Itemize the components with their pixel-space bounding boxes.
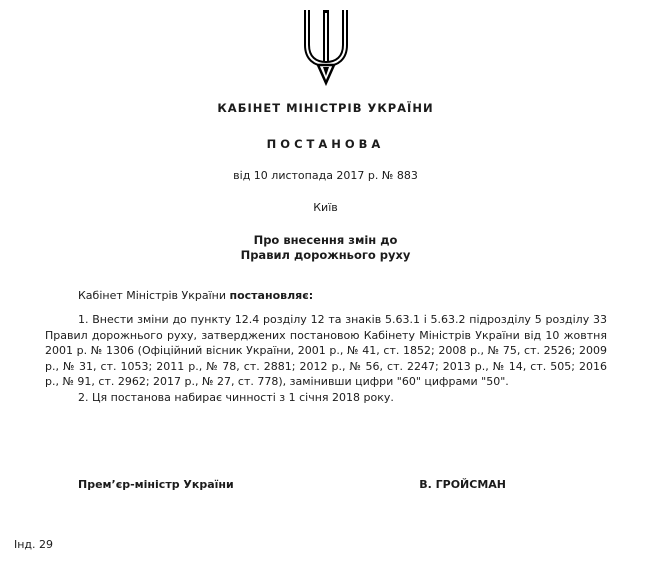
index-number: Інд. 29 <box>14 538 54 551</box>
doc-type-heading: ПОСТАНОВА <box>266 137 385 151</box>
doc-title-line1: Про внесення змін до <box>253 233 398 247</box>
doc-title <box>0 233 651 263</box>
signature-name: В. ГРОЙСМАН <box>419 478 506 491</box>
doc-date-number: від 10 листопада 2017 р. № 883 <box>233 169 418 182</box>
signature-row <box>45 478 606 491</box>
ukraine-trident-emblem <box>300 6 352 86</box>
intro-bold-text: постановляє: <box>229 289 314 302</box>
org-name: КАБІНЕТ МІНІСТРІВ УКРАЇНИ <box>217 101 434 115</box>
paragraph-2: 2. Ця постанова набирає чинності з 1 січня 2018 року. <box>78 391 394 404</box>
doc-city: Київ <box>313 201 338 214</box>
paragraph-1: 1. Внести зміни до пункту 12.4 розділу 12 та знаків 5.63.1 і 5.63.2 підрозділу 5 розділу 33 Правил дорожнього руху, затверджених постановою Кабінету Міністрів України від 10 жовтня 2001 р. № 1306 (Офіційний вісник України, 2001 р., № 41, ст. 1852; 2008 р., № 75, ст. 2526; 2009 р., № 31, ст. 1053; 2011 р., № 78, ст. 2881; 2012 р., № 56, ст. 2247; 2013 р., № 14, ст. 505; 2016 р., № 91, ст. 2962; 2017 р., № 27, ст. 778), замінивши цифри "60" цифрами "50". <box>45 313 607 388</box>
intro-regular-text: Кабінет Міністрів України <box>78 289 230 302</box>
intro-paragraph <box>45 288 607 304</box>
doc-title-line2: Правил дорожнього руху <box>240 248 411 262</box>
signature-title: Прем’єр-міністр України <box>78 478 234 491</box>
